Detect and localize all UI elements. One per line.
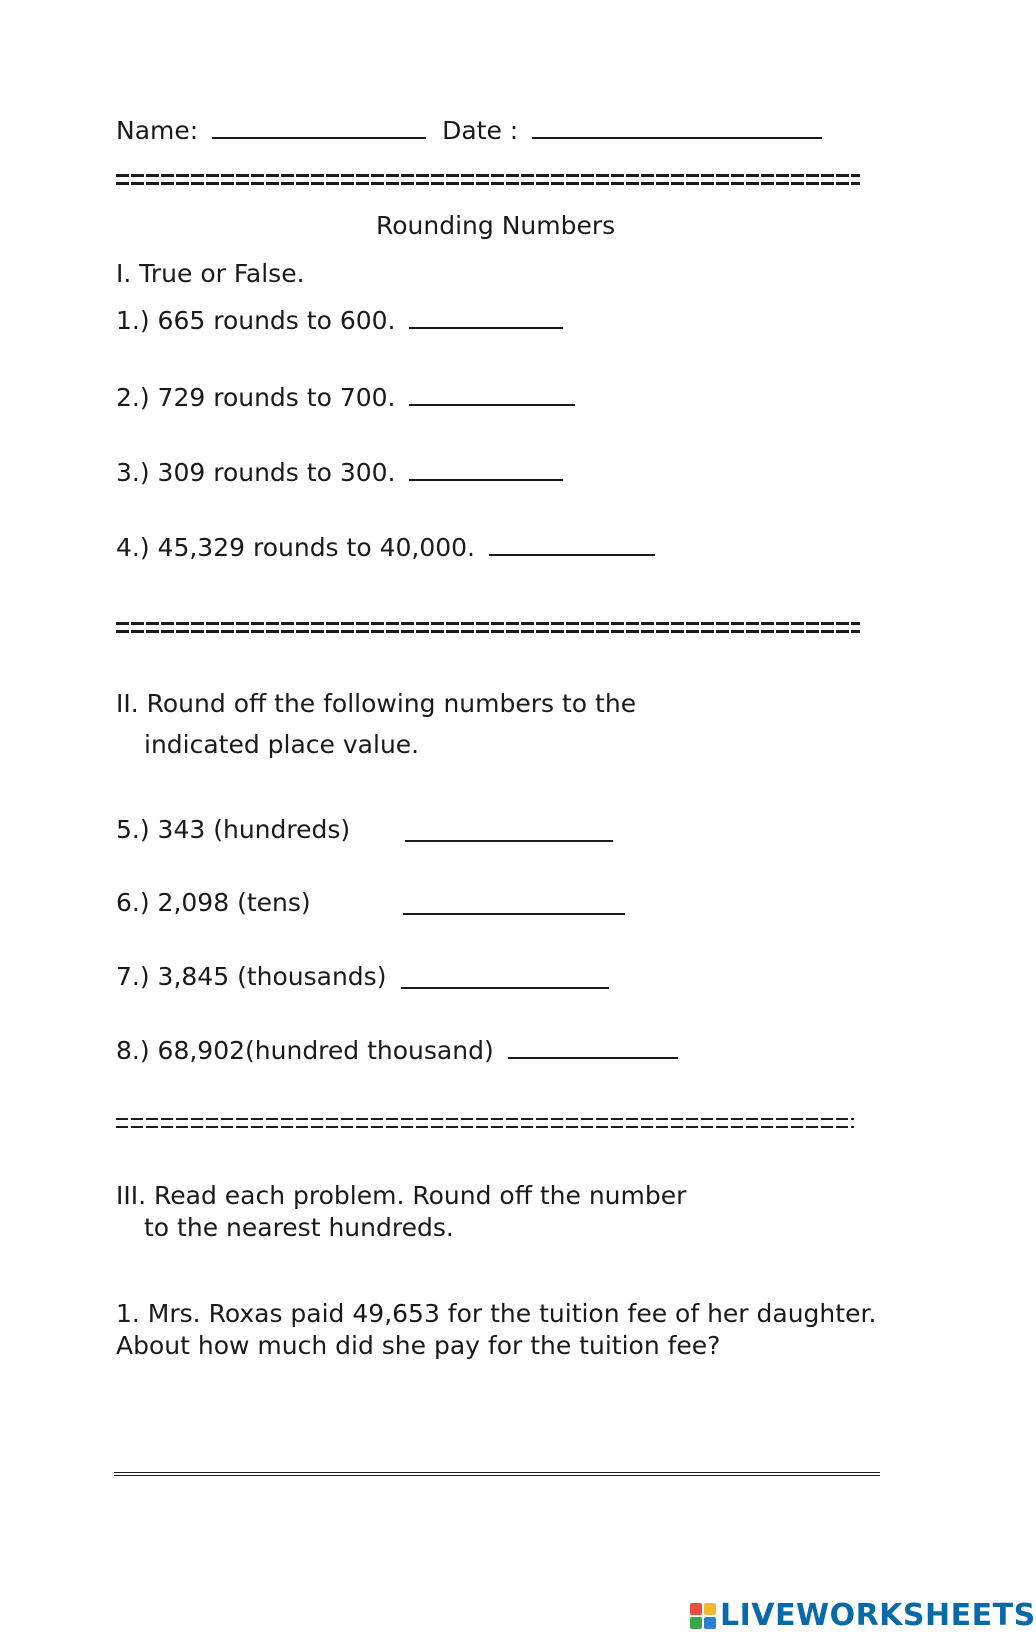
answer-1-blank[interactable]	[409, 305, 563, 329]
name-label: Name:	[116, 116, 199, 145]
date-blank[interactable]	[532, 115, 822, 139]
separator-3	[116, 1114, 854, 1134]
answer-6-blank[interactable]	[403, 891, 625, 915]
question-3	[116, 457, 563, 488]
question-1	[116, 305, 563, 336]
part2-heading-line2: indicated place value.	[144, 730, 420, 759]
question-2-text: 2.) 729 rounds to 700.	[116, 383, 396, 412]
part3-heading-line2: to the nearest hundreds.	[144, 1213, 454, 1242]
liveworksheets-logo	[690, 1598, 1036, 1633]
answer-3-blank[interactable]	[409, 457, 563, 481]
question-3-text: 3.) 309 rounds to 300.	[116, 458, 396, 487]
question-7: 7.) 3,845 (thousands)	[116, 962, 387, 991]
question-2	[116, 382, 575, 413]
question-4	[116, 532, 655, 563]
separator-2	[116, 618, 860, 638]
part2-heading-line1: II. Round off the following numbers to the	[116, 689, 637, 718]
answer-8-blank[interactable]	[508, 1035, 678, 1059]
part1-heading: I. True or False.	[116, 259, 305, 288]
question-8	[116, 1035, 678, 1066]
question-8-text: 8.) 68,902(hundred thousand)	[116, 1036, 494, 1065]
question-1-text: 1.) 665 rounds to 600.	[116, 306, 396, 335]
question-4-text: 4.) 45,329 rounds to 40,000.	[116, 533, 475, 562]
part3-heading-line1: III. Read each problem. Round off the number	[116, 1181, 687, 1210]
date-label: Date :	[442, 116, 519, 145]
answer-2-blank[interactable]	[409, 382, 575, 406]
problem-1-line2: About how much did she pay for the tuition fee?	[116, 1331, 721, 1360]
question-5: 5.) 343 (hundreds)	[116, 815, 351, 844]
answer-7-blank[interactable]	[401, 965, 609, 989]
separator-1	[116, 170, 860, 190]
name-field[interactable]	[116, 115, 822, 146]
name-blank[interactable]	[212, 115, 426, 139]
liveworksheets-logo-icon	[690, 1603, 716, 1629]
problem-1-answer-line[interactable]	[114, 1472, 880, 1476]
problem-1-line1: 1. Mrs. Roxas paid 49,653 for the tuition fee of her daughter.	[116, 1299, 877, 1328]
question-6: 6.) 2,098 (tens)	[116, 888, 311, 917]
answer-4-blank[interactable]	[489, 532, 655, 556]
liveworksheets-brand: LIVEWORKSHEETS	[720, 1598, 1036, 1633]
page-title: Rounding Numbers	[376, 211, 616, 240]
answer-5-blank[interactable]	[405, 818, 613, 842]
